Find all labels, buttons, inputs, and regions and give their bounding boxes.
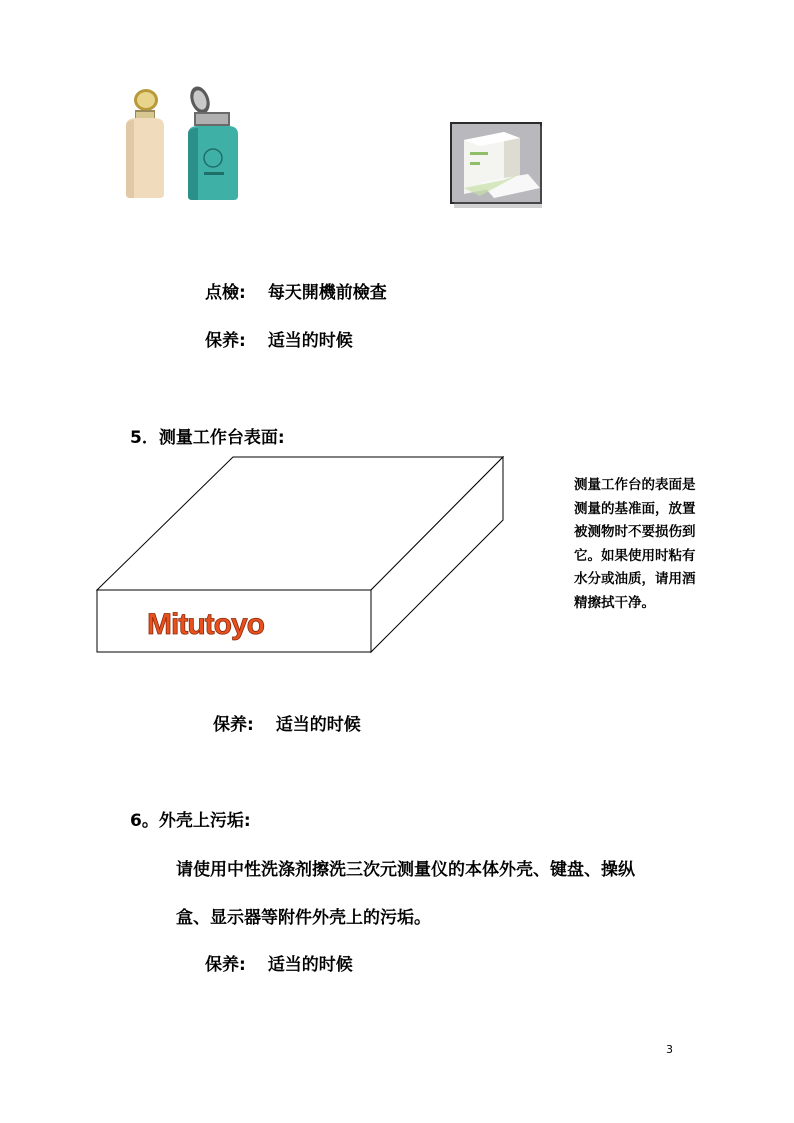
page-number: 3 (666, 1043, 673, 1056)
check-line (205, 278, 387, 303)
dispenser-bottles-image (118, 84, 248, 206)
maintenance-label: 保养: (213, 715, 254, 735)
maintenance-value: 适当的时候 (267, 955, 353, 975)
measuring-table-diagram (94, 454, 508, 656)
mitutoyo-logo: Mitutoyo (147, 608, 264, 641)
maintenance-line-1 (205, 326, 353, 351)
check-label: 点檢: (205, 283, 246, 303)
maintenance-value: 适当的时候 (275, 715, 361, 735)
note-line: 测量的基准面，放置 (574, 500, 696, 517)
section-6-body-line-2: 盒、显示器等附件外壳上的污垢。 (176, 908, 431, 928)
note-line: 精擦拭干净。 (574, 594, 655, 611)
note-line: 水分或油质，请用酒 (574, 571, 696, 587)
maintenance-value: 适当的时候 (267, 331, 353, 351)
tissue-box-image (450, 122, 546, 208)
section-6-heading: 6。外壳上污垢: (130, 811, 251, 831)
maintenance-line-2 (213, 710, 361, 735)
check-value: 每天開機前檢查 (267, 283, 387, 303)
maintenance-label: 保养: (205, 331, 246, 351)
note-line: 测量工作台的表面是 (574, 477, 696, 493)
section-5-heading: 5．测量工作台表面: (130, 428, 285, 448)
maintenance-label: 保养: (205, 955, 246, 975)
maintenance-line-3 (205, 950, 353, 975)
section-6-body-line-1: 请使用中性洗涤剂擦洗三次元测量仪的本体外壳、键盘、操纵 (176, 860, 635, 880)
note-line: 被测物时不要损伤到 (574, 524, 696, 540)
table-care-note (574, 474, 724, 615)
note-line: 它。如果使用时粘有 (574, 547, 696, 564)
